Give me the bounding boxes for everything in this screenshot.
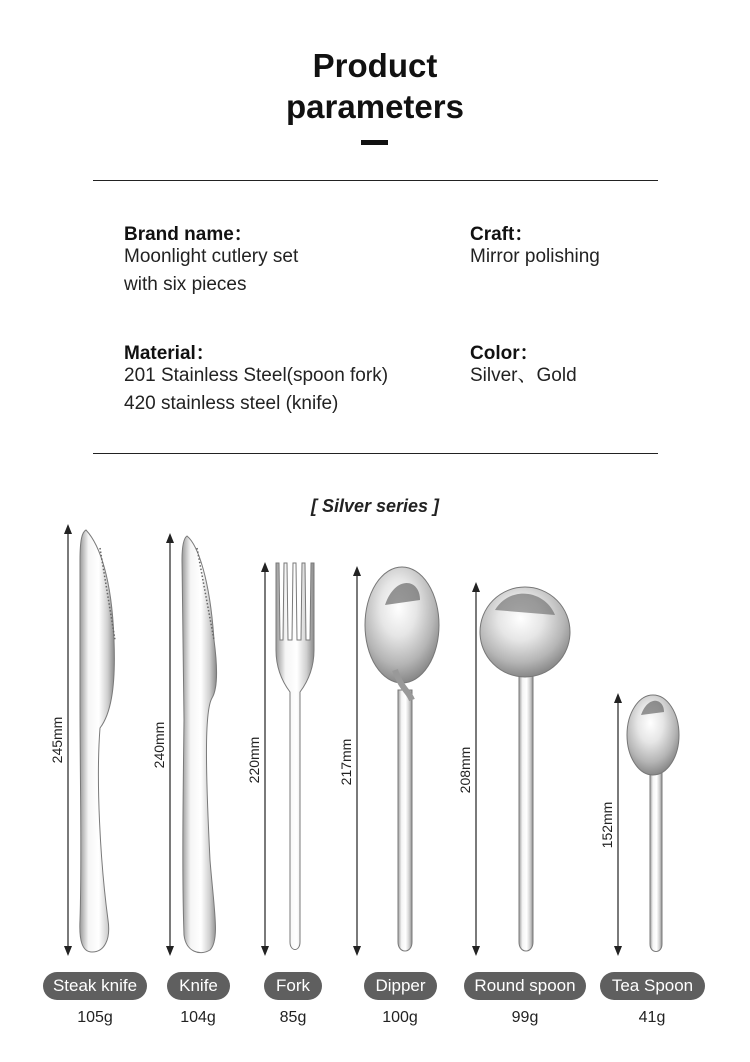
material-value-2: 420 stainless steel (knife) — [124, 393, 339, 414]
series-title: [ Silver series ] — [310, 496, 440, 516]
material-value-1: 201 Stainless Steel(spoon fork) — [124, 365, 389, 386]
item-name-fork: Fork — [264, 972, 322, 1000]
craft-value: Mirror polishing — [470, 246, 600, 267]
page-title-line1: Product — [312, 47, 438, 84]
item-weight-tea-spoon: 41g — [638, 1009, 666, 1026]
material-label: Material： — [124, 343, 215, 364]
brand-value-1: Moonlight cutlery set — [124, 246, 299, 267]
dim-label-dipper: 217mm — [338, 738, 354, 786]
item-name-tea-spoon: Tea Spoon — [600, 972, 705, 1000]
brand-label: Brand name： — [124, 224, 253, 245]
color-label: Color： — [470, 343, 539, 364]
dim-label-tea-spoon: 152mm — [599, 801, 615, 849]
dim-label-round-spoon: 208mm — [457, 746, 473, 794]
title-dash — [361, 140, 388, 145]
dim-label-fork: 220mm — [246, 736, 262, 784]
dim-label-steak-knife: 245mm — [49, 716, 65, 764]
cutlery-illustration — [0, 520, 750, 970]
item-weight-steak-knife: 105g — [77, 1009, 113, 1026]
item-weight-round-spoon: 99g — [511, 1009, 539, 1026]
color-value: Silver、Gold — [470, 365, 577, 386]
craft-label: Craft： — [470, 224, 534, 245]
brand-value-2: with six pieces — [124, 274, 247, 295]
item-name-steak-knife: Steak knife — [43, 972, 147, 1000]
top-divider — [93, 180, 658, 181]
knife-image — [182, 536, 216, 953]
dim-label-knife: 240mm — [151, 721, 167, 769]
page-title-line2: parameters — [286, 88, 464, 125]
item-name-dipper: Dipper — [364, 972, 437, 1000]
item-weight-knife: 104g — [180, 1009, 216, 1026]
dipper-image — [365, 567, 439, 951]
steak-knife-image — [80, 530, 115, 952]
item-weight-fork: 85g — [279, 1009, 307, 1026]
item-name-knife: Knife — [167, 972, 230, 1000]
fork-image — [276, 563, 314, 950]
round-spoon-image — [480, 587, 570, 951]
item-weight-dipper: 100g — [382, 1009, 418, 1026]
bottom-divider — [93, 453, 658, 454]
item-name-round-spoon: Round spoon — [464, 972, 586, 1000]
tea-spoon-image — [627, 695, 679, 952]
